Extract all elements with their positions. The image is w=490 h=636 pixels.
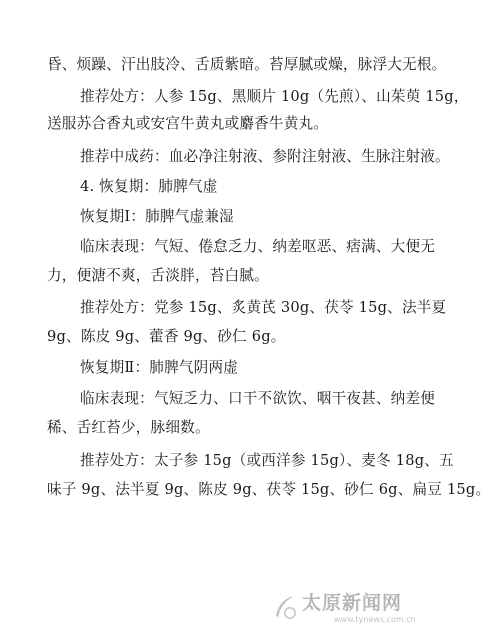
text-line-1: 昏、烦躁、汗出肢冷、舌质紫暗。苔厚腻或燥，脉浮大无根。 xyxy=(47,56,447,73)
text-line-7: 临床表现：气短、倦怠乏力、纳差呕恶、痞满、大便无 xyxy=(80,238,436,255)
text-line-13: 稀、舌红苔少，脉细数。 xyxy=(47,419,210,436)
text-line-10: 9g、陈皮 9g、藿香 9g、砂仁 6g。 xyxy=(47,328,286,345)
subsection-heading-recovery-1: 恢复期Ⅰ：肺脾气虚兼湿 xyxy=(80,208,234,225)
text-line-8: 力，便溏不爽，舌淡胖，苔白腻。 xyxy=(47,267,269,284)
watermark xyxy=(272,592,422,626)
watermark-url: www.tynews.com.cn xyxy=(334,615,416,624)
watermark-title: 太原新闻网 xyxy=(302,592,403,614)
text-line-9: 推荐处方：党参 15g、炙黄芪 30g、茯苓 15g、法半夏 xyxy=(80,299,447,316)
text-line-14: 推荐处方：太子参 15g（或西洋参 15g）、麦冬 18g、五 xyxy=(80,452,454,469)
text-line-15: 味子 9g、法半夏 9g、陈皮 9g、茯苓 15g、砂仁 6g、扁豆 15g。 xyxy=(47,481,490,498)
text-line-4: 推荐中成药：血必净注射液、参附注射液、生脉注射液。 xyxy=(80,148,450,165)
subsection-heading-recovery-2: 恢复期Ⅱ：肺脾气阴两虚 xyxy=(80,359,239,376)
text-line-3: 送服苏合香丸或安宫牛黄丸或麝香牛黄丸。 xyxy=(47,115,329,132)
section-heading-recovery: 4. 恢复期：肺脾气虚 xyxy=(80,178,218,195)
feather-logo-icon xyxy=(272,594,298,620)
text-line-2: 推荐处方：人参 15g、黑顺片 10g（先煎）、山茱萸 15g， xyxy=(80,88,469,105)
text-line-12: 临床表现：气短乏力、口干不欲饮、咽干夜甚、纳差便 xyxy=(80,390,436,407)
